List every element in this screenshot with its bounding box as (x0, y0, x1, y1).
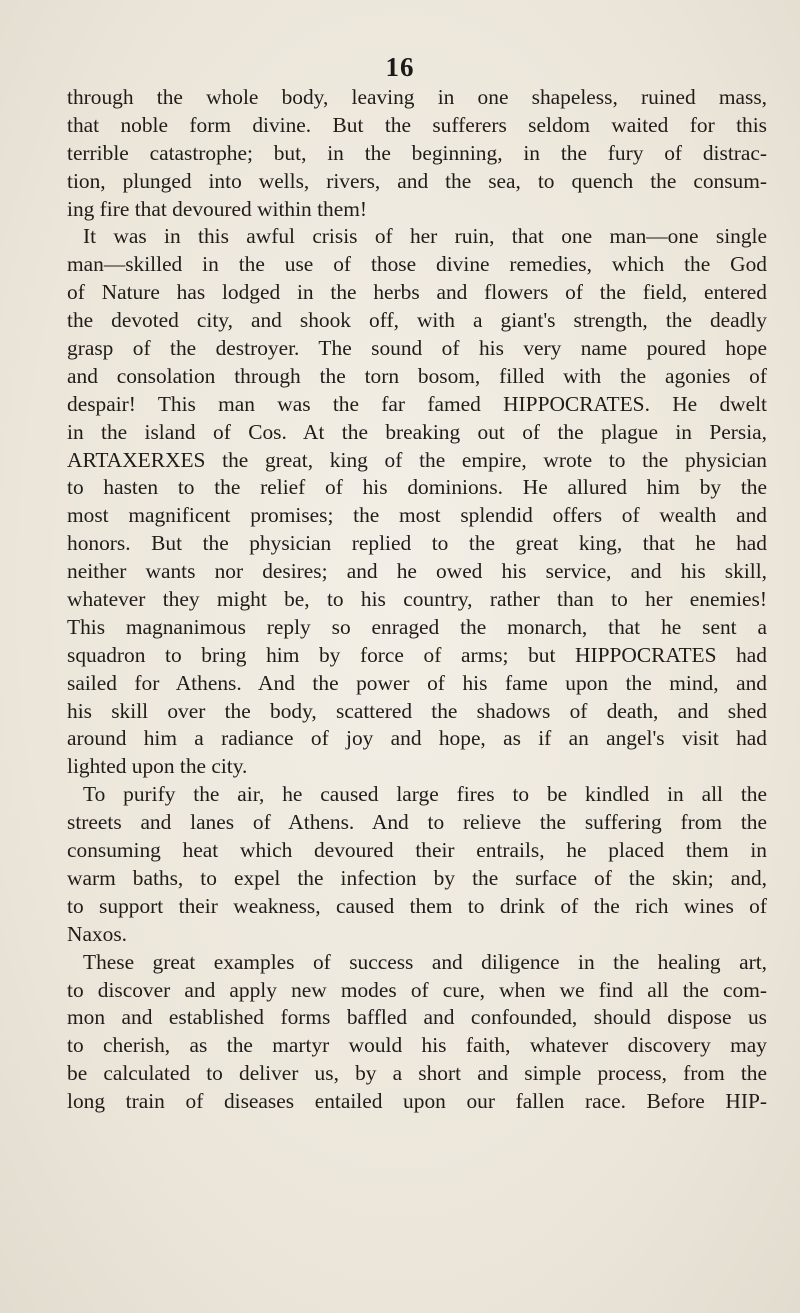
text-line: ARTAXERXES the great, king of the empire, wrote to the physician (67, 447, 767, 472)
text-line: long train of diseases entailed upon our fallen race. Before HIP- (67, 1089, 767, 1114)
text-line: through the whole body, leaving in one shapeless, ruined mass, (67, 85, 767, 109)
text-line: be calculated to deliver us, by a short and simple process, from the (67, 1061, 767, 1086)
text-line: sailed for Athens. And the power of his fame upon the mind, and (67, 670, 767, 695)
text-line: This magnanimous reply so enraged the monarch, that he sent a (67, 614, 767, 639)
text-line: to hasten to the relief of his dominions. He allured him by the (67, 475, 767, 500)
text-line: around him a radiance of joy and hope, as if an angel's visit had (67, 726, 767, 751)
text-line: the devoted city, and shook off, with a giant's strength, the deadly (67, 308, 767, 333)
text-line: mon and established forms baffled and confounded, should dispose us (67, 1005, 767, 1030)
text-line: despair! This man was the far famed HIPPOCRATES. He dwelt (67, 391, 767, 416)
text-line: It was in this awful crisis of her ruin, that one man—one single (83, 224, 767, 249)
text-line: neither wants nor desires; and he owed his service, and his skill, (67, 559, 767, 584)
text-line: To purify the air, he caused large fires to be kindled in all the (83, 782, 767, 807)
text-line: of Nature has lodged in the herbs and flowers of the field, entered (67, 280, 767, 305)
text-line: man—skilled in the use of those divine remedies, which the God (67, 252, 767, 277)
text-line: that noble form divine. But the sufferers seldom waited for this (67, 112, 767, 137)
text-line: to discover and apply new modes of cure, when we find all the com- (67, 977, 767, 1002)
text-line: to support their weakness, caused them to drink of the rich wines of (67, 893, 767, 918)
text-line: in the island of Cos. At the breaking out of the plague in Persia, (67, 419, 767, 444)
text-line: Naxos. (67, 921, 128, 946)
text-line: honors. But the physician replied to the great king, that he had (67, 531, 767, 556)
text-line: and consolation through the torn bosom, filled with the agonies of (67, 363, 767, 388)
text-line: streets and lanes of Athens. And to relieve the suffering from the (67, 810, 767, 835)
text-line: warm baths, to expel the infection by the surface of the skin; and, (67, 865, 767, 890)
text-line: tion, plunged into wells, rivers, and the sea, to quench the consum- (67, 168, 767, 193)
text-line: ing fire that devoured within them! (67, 196, 367, 221)
text-line: grasp of the destroyer. The sound of his very name poured hope (67, 336, 767, 361)
text-line: lighted upon the city. (67, 754, 248, 779)
body-text (67, 84, 767, 1116)
text-line: squadron to bring him by force of arms; but HIPPOCRATES had (67, 642, 767, 667)
text-line: to cherish, as the martyr would his faith, whatever discovery may (67, 1033, 767, 1058)
text-line: terrible catastrophe; but, in the beginning, in the fury of distrac- (67, 140, 767, 165)
page-number: 16 (385, 52, 415, 82)
text-line: his skill over the body, scattered the shadows of death, and shed (67, 698, 767, 723)
text-line: most magnificent promises; the most splendid offers of wealth and (67, 503, 767, 528)
text-line: consuming heat which devoured their entrails, he placed them in (67, 838, 767, 863)
text-line: whatever they might be, to his country, rather than to her enemies! (67, 587, 767, 612)
text-line: These great examples of success and diligence in the healing art, (83, 949, 767, 974)
